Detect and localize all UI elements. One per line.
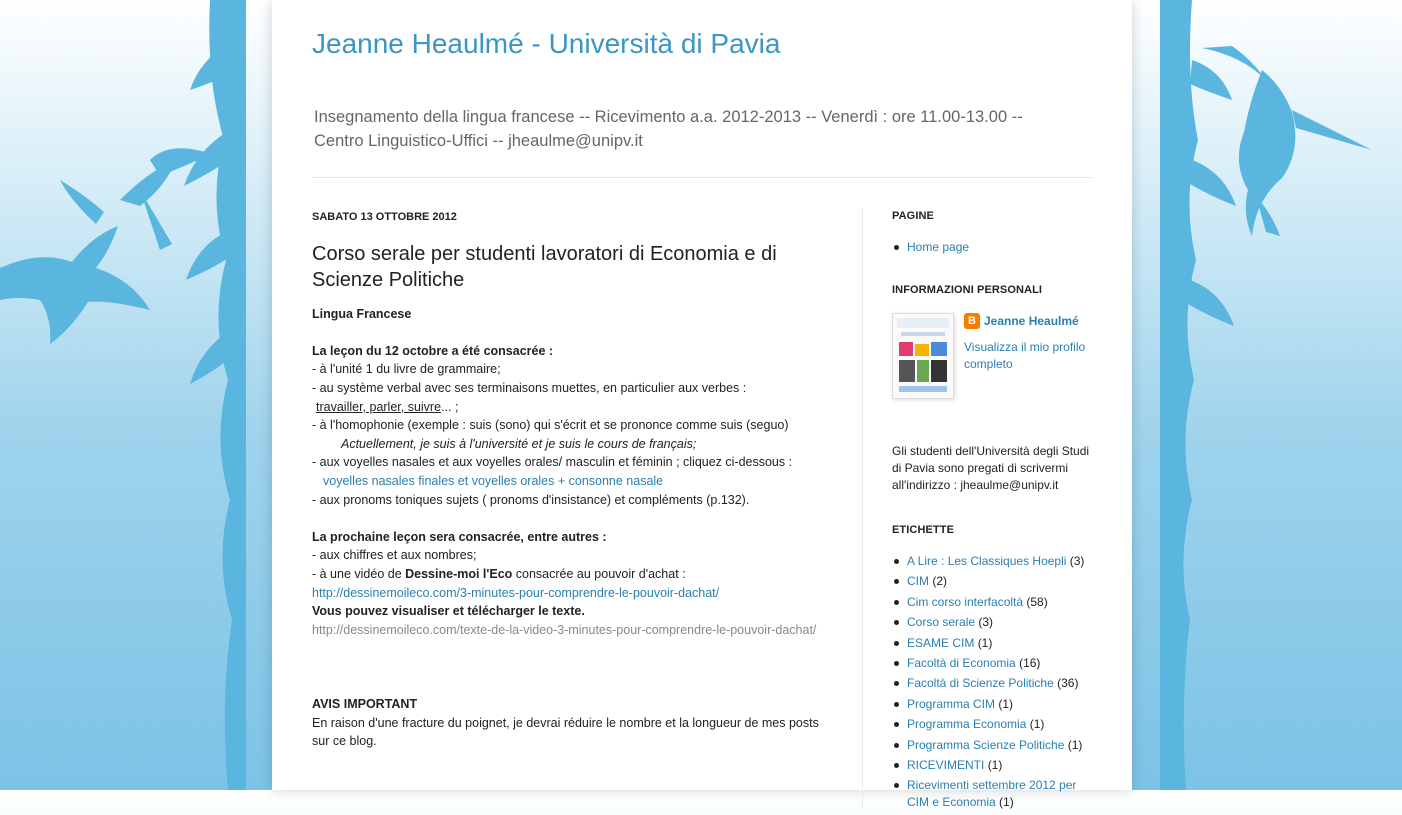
pages-item[interactable] — [892, 239, 1097, 256]
post-column — [312, 208, 822, 751]
post-date: SABATO 13 OTTOBRE 2012 — [312, 211, 457, 223]
text-video-url: http://dessinemoileco.com/texte-de-la-video-3-minutes-pour-comprendre-le-pouvoir-dachat/ — [312, 622, 817, 637]
label-item: RICEVIMENTI (1) — [892, 757, 1097, 774]
post-line: - à l'homophonie (exemple : suis (sono) qui s'écrit et se prononce comme suis (seguo) — [312, 418, 789, 433]
hummingbird-foliage-left-icon — [0, 0, 272, 790]
students-notice: Gli studenti dell'Università degli Studi di Pavia sono pregati di scrivermi all'indirizzo : jheaulme@unipv.it — [892, 444, 1090, 492]
pages-list — [892, 239, 1097, 256]
post-line: - à l'unité 1 du livre de grammaire; — [312, 362, 501, 377]
label-item: Programma Scienze Politiche (1) — [892, 737, 1097, 754]
blog-description: Insegnamento della lingua francese -- Ricevimento a.a. 2012-2013 -- Venerdì : ore 11.00-13.00 -- Centro Linguistico-Uffici -- jheaulme@unipv.it — [314, 108, 1023, 150]
nasal-vowels-link[interactable]: voyelles nasales finales et voyelles orales + consonne nasale — [323, 473, 664, 488]
label-link[interactable]: Facoltà di Economia — [907, 655, 1016, 670]
label-link[interactable]: ESAME CIM — [907, 635, 975, 650]
label-item: Facoltà di Economia (16) — [892, 655, 1097, 672]
download-text: Vous pouvez visualiser et télécharger le texte. — [312, 604, 585, 619]
post-subtitle: Lingua Francese — [312, 306, 412, 321]
label-item: Cim corso interfacoltà (58) — [892, 594, 1097, 611]
label-item: CIM (2) — [892, 573, 1097, 590]
verbs-underlined: travailler, parler, suivre — [316, 399, 442, 414]
view-profile-link[interactable]: Visualizza il mio profilo completo — [964, 340, 1086, 371]
dessine-moi-eco: Dessine-moi l'Eco — [405, 566, 513, 581]
label-item: Corso serale (3) — [892, 614, 1097, 631]
pouvoir-dachat-link[interactable]: http://dessinemoileco.com/3-minutes-pour-comprendre-le-pouvoir-dachat/ — [312, 585, 720, 600]
blogger-icon: B — [964, 313, 980, 329]
hummingbird-foliage-right-icon — [1132, 0, 1402, 790]
blog-title[interactable]: Jeanne Heaulmé - Università di Pavia — [312, 28, 781, 59]
post-line: - à une vidéo de Dessine-moi l'Eco consacrée au pouvoir d'achat : — [312, 566, 686, 581]
label-link[interactable]: RICEVIMENTI — [907, 757, 985, 772]
avis-text: En raison d'une fracture du poignet, je devrai réduire le nombre et la longueur de mes posts sur ce blog. — [312, 715, 819, 749]
post-line: - aux voyelles nasales et aux voyelles orales/ masculin et féminin ; cliquez ci-dessous : — [312, 455, 793, 470]
post-line: - aux pronoms toniques sujets ( pronoms d'insistance) et compléments (p.132). — [312, 492, 750, 507]
sidebar — [892, 208, 1097, 815]
label-link[interactable]: Facoltà di Scienze Politiche — [907, 676, 1054, 691]
label-link[interactable]: A Lire : Les Classiques Hoepli — [907, 554, 1067, 568]
background-decoration-right — [1132, 0, 1402, 790]
column-divider — [862, 208, 863, 808]
lesson-heading: La leçon du 12 octobre a été consacrée : — [312, 343, 554, 358]
avis-heading: AVIS IMPORTANT — [312, 697, 418, 712]
label-link[interactable]: Programma CIM — [907, 696, 996, 711]
label-link[interactable]: Corso serale — [907, 615, 976, 630]
labels-list — [892, 553, 1097, 811]
post-line: travailler, parler, suivre... ; — [312, 398, 822, 417]
label-link[interactable]: Programma Economia — [907, 717, 1027, 732]
post-line: - aux chiffres et aux nombres; — [312, 548, 477, 563]
profile-widget — [892, 313, 1097, 403]
next-lesson-heading: La prochaine leçon sera consacrée, entre autres : — [312, 529, 607, 544]
label-link[interactable]: Programma Scienze Politiche — [907, 737, 1065, 752]
pages-heading: PAGINE — [892, 210, 934, 222]
label-item: Programma CIM (1) — [892, 696, 1097, 713]
profile-name-link[interactable]: Jeanne Heaulmé — [984, 314, 1079, 328]
profile-thumbnail-icon — [893, 314, 953, 398]
profile-avatar[interactable] — [892, 313, 954, 399]
label-item: ESAME CIM (1) — [892, 635, 1097, 652]
post-line: - au système verbal avec ses terminaisons muettes, en particulier aux verbes : — [312, 380, 747, 395]
label-link[interactable]: Cim corso interfacoltà — [907, 594, 1024, 609]
label-link[interactable]: Ricevimenti settembre 2012 per CIM e Economia — [907, 778, 1077, 810]
home-page-link[interactable]: Home page — [907, 240, 970, 254]
post-title[interactable]: Corso serale per studenti lavoratori di Economia e di Scienze Politiche — [312, 242, 777, 291]
label-item: Ricevimenti settembre 2012 per CIM e Economia (1) — [892, 777, 1097, 811]
profile-heading: INFORMAZIONI PERSONALI — [892, 284, 1043, 296]
label-link[interactable]: CIM — [907, 574, 929, 589]
example-sentence: Actuellement, je suis à l'université et je suis le cours de français; — [341, 436, 697, 451]
header-divider — [312, 177, 1092, 178]
background-decoration-left — [0, 0, 272, 790]
label-item: A Lire : Les Classiques Hoepli (3) — [892, 553, 1097, 570]
blog-page — [272, 0, 1132, 810]
label-item: Facoltà di Scienze Politiche (36) — [892, 675, 1097, 692]
label-item: Programma Economia (1) — [892, 716, 1097, 733]
labels-heading: ETICHETTE — [892, 524, 955, 536]
